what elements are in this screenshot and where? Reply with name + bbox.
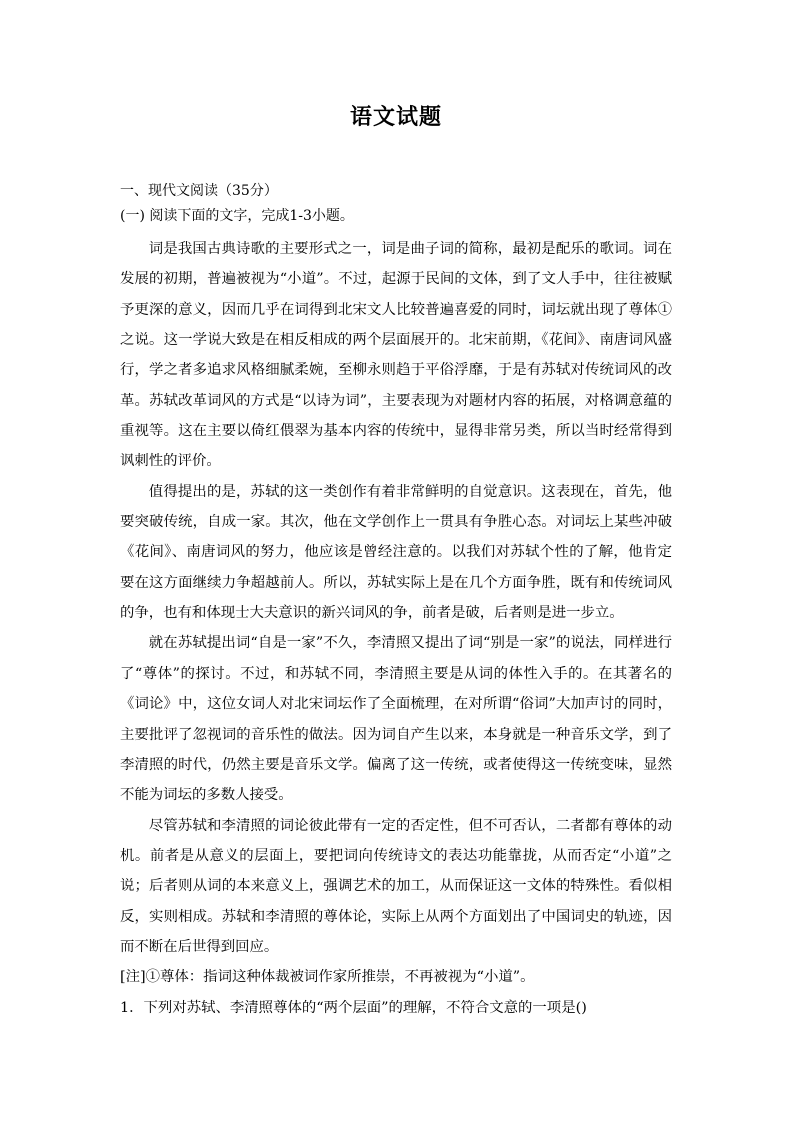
passage-paragraph-3: 就在苏轼提出词“自是一家”不久，李清照又提出了词“别是一家”的说法，同样进行了“尊体”的探讨。不过，和苏轼不同，李清照主要是从词的体性入手的。在其著名的《词论》中，这位女词人对北宋词坛作了全面梳理，在对所谓“俗词”大加声讨的同时，主要批评了忽视词的音乐性的做法。因为词自产生以来，本身就是一种音乐文学，到了李清照的时代，仍然主要是音乐文学。偏离了这一传统，或者使得这一传统变味，显然不能为词坛的多数人接受。 [120, 635, 672, 804]
section-heading: 一、现代文阅读（35分） [120, 183, 278, 199]
passage-paragraph-1: 词是我国古典诗歌的主要形式之一，词是曲子词的简称，最初是配乐的歌词。词在发展的初期，普遍被视为“小道”。不过，起源于民间的文体，到了文人手中，往往被赋予更深的意义，因而几乎在词得到北宋文人比较普遍喜爱的同时，词坛就出现了尊体①之说。这一学说大致是在相反相成的两个层面展开的。北宋前期，《花间》、南唐词风盛行，学之者多追求风格细腻柔婉，至柳永则趋于平俗浮靡，于是有苏轼对传统词风的改革。苏轼改革词风的方式是“以诗为词”，主要表现为对题材内容的拓展，对格调意蕴的重视等。这在主要以倚红偎翠为基本内容的传统中，显得非常另类，所以当时经常得到讽刺性的评价。 [120, 241, 672, 470]
passage-paragraph-4: 尽管苏轼和李清照的词论彼此带有一定的否定性，但不可否认，二者都有尊体的动机。前者是从意义的层面上，要把词向传统诗文的表达功能靠拢，从而否定“小道”之说；后者则从词的本来意义上，强调艺术的加工，从而保证这一文体的特殊性。看似相反，实则相成。苏轼和李清照的尊体论，实际上从两个方面划出了中国词史的轨迹，因而不断在后世得到回应。 [120, 817, 672, 955]
passage-paragraph-2: 值得提出的是，苏轼的这一类创作有着非常鲜明的自觉意识。这表现在，首先，他要突破传统，自成一家。其次，他在文学创作上一贯具有争胜心态。对词坛上某些冲破《花间》、南唐词风的努力，他应该是曾经注意的。以我们对苏轼个性的了解，他肯定要在这方面继续力争超越前人。所以，苏轼实际上是在几个方面争胜，既有和传统词风的争，也有和体现士大夫意识的新兴词风的争，前者是破，后者则是进一步立。 [120, 483, 672, 622]
reading-passage [120, 234, 672, 1023]
page-title: 语文试题 [349, 104, 442, 130]
sub-heading: (一) 阅读下面的文字，完成1-3小题。 [120, 208, 354, 224]
question-1: 1．下列对苏轼、李清照尊体的“两个层面”的理解，不符合文意的一项是() [120, 999, 587, 1016]
footnote: [注]①尊体：指词这种体裁被词作家所推崇，不再被视为“小道”。 [120, 969, 535, 986]
